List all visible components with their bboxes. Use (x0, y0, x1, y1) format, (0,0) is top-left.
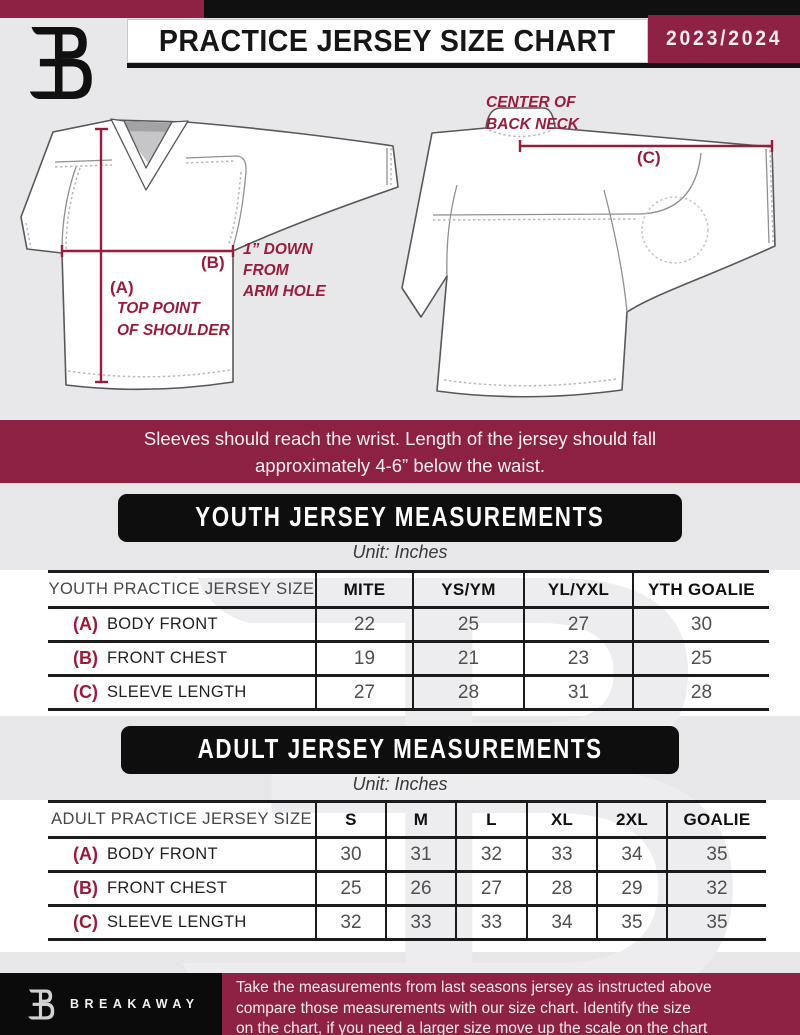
label-a-key: (A) (110, 278, 134, 297)
jersey-diagrams (0, 90, 800, 420)
adult-size-table (48, 800, 766, 941)
row-label: BODY FRONT (107, 845, 218, 863)
footer-line-2: compare those measurements with our size chart. Identify the size (236, 999, 691, 1017)
adult-col-m: M (386, 802, 456, 838)
row-key: (B) (73, 648, 98, 668)
table-row: (A) BODY FRONT 22 25 27 30 (48, 608, 769, 642)
youth-heading-row (0, 494, 800, 542)
page-title: PRACTICE JERSEY SIZE CHART (159, 23, 616, 58)
label-c-caption: CENTER OF BACK NECK (486, 94, 579, 133)
season-label: 2023/2024 (665, 27, 783, 50)
table-row: (B) FRONT CHEST 19 21 23 25 (48, 642, 769, 676)
footer-line-3: on the chart, if you need a larger size move up the scale on the chart (236, 1020, 708, 1035)
adult-unit-label: Unit: Inches (352, 774, 448, 794)
banner-line-2: approximately 4-6” below the waist. (255, 454, 545, 476)
row-label: BODY FRONT (107, 615, 218, 633)
measurements-section (0, 483, 800, 973)
table-row: (C) SLEEVE LENGTH 32 33 33 34 35 35 (48, 906, 766, 940)
row-label: SLEEVE LENGTH (107, 683, 247, 701)
label-b-caption: 1” DOWN FROM ARM HOLE (243, 241, 326, 300)
youth-unit-label: Unit: Inches (352, 542, 448, 562)
youth-col-ysym: YS/YM (413, 572, 524, 608)
title-box (127, 19, 648, 63)
youth-heading: YOUTH JERSEY MEASUREMENTS (195, 501, 605, 532)
youth-col-mite: MITE (316, 572, 413, 608)
youth-table-header-row (48, 572, 769, 608)
banner-line-1: Sleeves should reach the wrist. Length of the jersey should fall (143, 427, 657, 449)
adult-table-header-row (48, 802, 766, 838)
row-key: (C) (73, 912, 98, 932)
row-label: FRONT CHEST (107, 649, 228, 667)
label-a-caption: TOP POINT OF SHOULDER (117, 300, 230, 339)
adult-col-s: S (316, 802, 386, 838)
header-shadow-bar (127, 63, 800, 68)
row-label: FRONT CHEST (107, 879, 228, 897)
footer (0, 973, 800, 1035)
season-badge (648, 15, 800, 63)
footer-brand-panel (0, 973, 222, 1035)
youth-table-label-header: YOUTH PRACTICE JERSEY SIZE (48, 580, 315, 598)
table-row: (C) SLEEVE LENGTH 27 28 31 28 (48, 676, 769, 710)
footer-line-1: Take the measurements from last seasons jersey as instructed above (236, 979, 712, 996)
adult-col-l: L (456, 802, 527, 838)
breakaway-b-logo-icon (26, 987, 56, 1022)
youth-col-ylyxl: YL/YXL (524, 572, 633, 608)
row-key: (B) (73, 878, 98, 898)
youth-heading-pill (118, 494, 682, 542)
adult-heading-pill (121, 726, 679, 774)
row-label: SLEEVE LENGTH (107, 913, 247, 931)
row-key: (A) (73, 614, 98, 634)
top-maroon-strip (0, 0, 204, 18)
footer-instructions (222, 973, 800, 1035)
adult-heading: ADULT JERSEY MEASUREMENTS (197, 733, 603, 764)
row-key: (A) (73, 844, 98, 864)
table-row: (A) BODY FRONT 30 31 32 33 34 35 (48, 838, 766, 872)
adult-col-2xl: 2XL (597, 802, 667, 838)
table-row: (B) FRONT CHEST 25 26 27 28 29 32 (48, 872, 766, 906)
footer-brand-name: BREAKAWAY (70, 997, 200, 1011)
jersey-diagram-drawing (0, 90, 800, 420)
youth-size-table (48, 570, 769, 711)
adult-heading-row (0, 726, 800, 774)
adult-col-xl: XL (527, 802, 597, 838)
adult-table-label-header: ADULT PRACTICE JERSEY SIZE (51, 810, 312, 828)
instruction-banner (0, 420, 800, 483)
youth-col-goalie: YTH GOALIE (633, 572, 769, 608)
adult-col-goalie: GOALIE (667, 802, 766, 838)
label-b-key: (B) (201, 253, 225, 272)
label-c-key: (C) (637, 148, 661, 167)
back-jersey-outline (402, 108, 775, 397)
row-key: (C) (73, 682, 98, 702)
